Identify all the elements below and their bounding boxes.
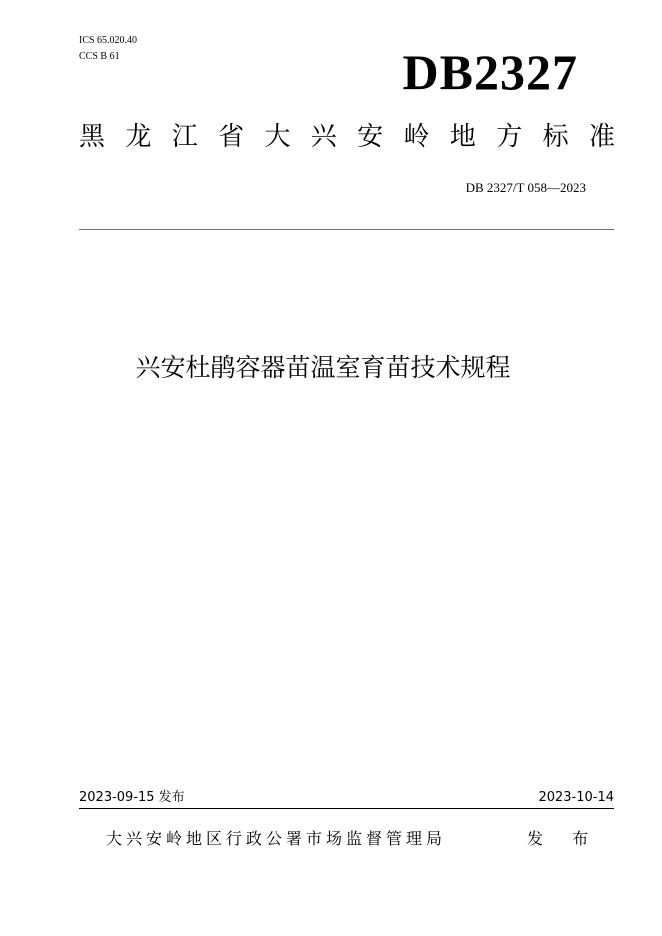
standard-type-char: 方 — [496, 122, 523, 152]
standard-type-char: 兴 — [310, 122, 337, 152]
issuing-authority: 大兴安岭地区行政公署市场监督管理局 — [106, 829, 447, 848]
standard-type-char: 大 — [264, 122, 291, 152]
standard-type-char: 黑 — [79, 122, 106, 152]
issue-label: 发 布 — [527, 829, 601, 848]
ics-code: ICS 65.020.40 — [79, 35, 138, 46]
standard-type-char: 江 — [171, 122, 198, 152]
standard-type-char: 标 — [542, 122, 569, 152]
document-title-text: 兴安杜鹃容器苗温室育苗技术规程 — [135, 353, 511, 382]
standard-type-char: 安 — [357, 122, 384, 152]
standard-type-char: 岭 — [403, 122, 430, 152]
document-title — [0, 352, 662, 384]
issue-date: 2023-09-15 发布 — [79, 790, 185, 805]
standard-code-logo: DB2327 — [402, 44, 578, 100]
header-divider — [79, 229, 614, 230]
standard-type-char: 龙 — [125, 122, 152, 152]
footer-divider — [79, 808, 614, 809]
standard-type-char: 省 — [218, 122, 245, 152]
standard-type-heading — [79, 121, 615, 153]
standard-number: DB 2327/T 058—2023 — [465, 180, 586, 195]
ccs-code: CCS B 61 — [79, 51, 120, 62]
standard-type-char: 准 — [588, 122, 615, 152]
implementation-date: 2023-10-14 — [538, 790, 614, 805]
standard-type-char: 地 — [449, 122, 476, 152]
